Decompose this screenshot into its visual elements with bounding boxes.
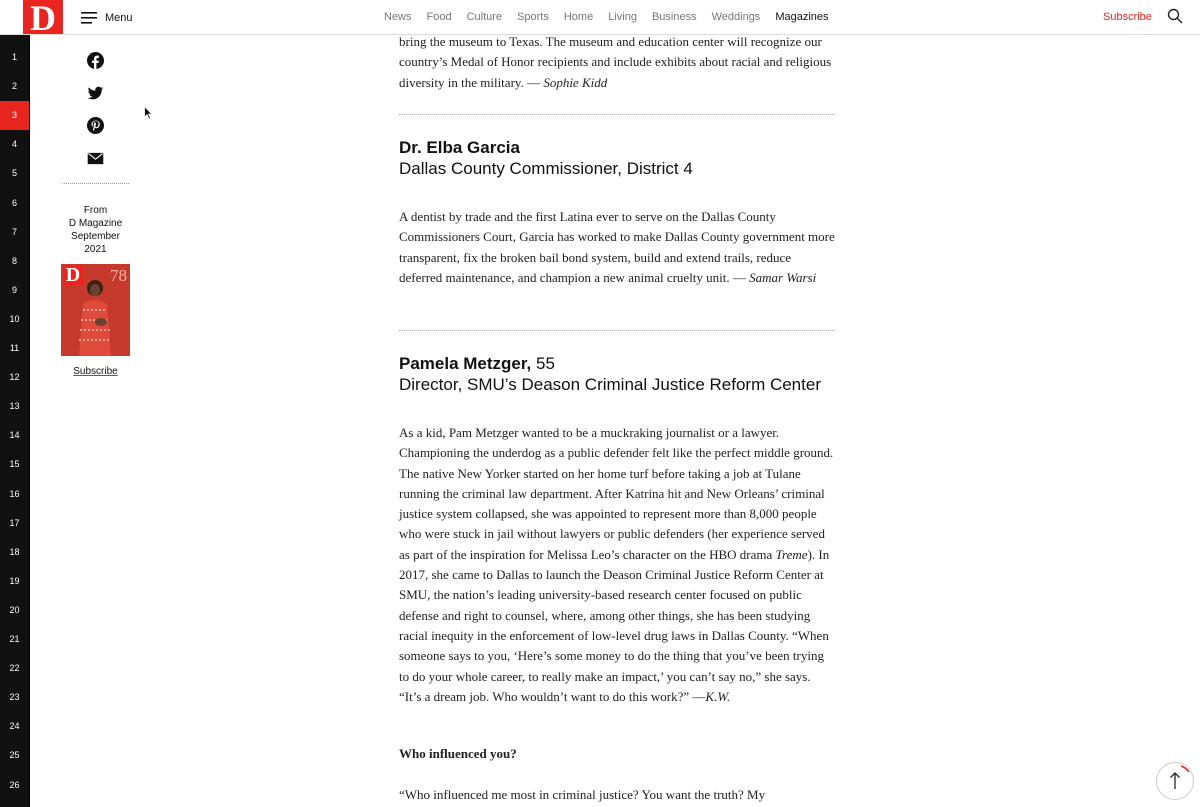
pinterest-icon[interactable]	[87, 117, 104, 134]
entry-name	[399, 354, 555, 374]
main-nav	[384, 11, 844, 23]
nav-news[interactable]: News	[384, 11, 412, 23]
menu-label: Menu	[105, 12, 133, 24]
rail-number-20[interactable]: 20	[9, 604, 20, 615]
rail-number-24[interactable]: 24	[9, 721, 20, 732]
rail-number-14[interactable]: 14	[9, 430, 20, 441]
rail-number-18[interactable]: 18	[9, 546, 20, 557]
site-header	[0, 0, 1200, 38]
cover-logo: D	[63, 265, 83, 285]
rail-number-23[interactable]: 23	[9, 692, 20, 703]
list-number-rail	[0, 35, 30, 807]
entry-body	[399, 207, 835, 288]
cover-number: 78	[110, 266, 127, 285]
entry-name: Dr. Elba Garcia	[399, 138, 520, 157]
rail-number-26[interactable]: 26	[9, 779, 20, 790]
rail-number-10[interactable]: 10	[9, 313, 20, 324]
email-icon[interactable]	[87, 150, 104, 167]
mouse-cursor-icon	[144, 106, 153, 120]
sidebar-subscribe-link[interactable]: Subscribe	[73, 366, 118, 377]
entry-author: Samar Warsi	[749, 269, 817, 285]
entry-role: Dallas County Commissioner, District 4	[399, 159, 693, 178]
search-button[interactable]	[1167, 8, 1183, 29]
entry-author: K.W.	[705, 688, 731, 704]
issue-source	[62, 204, 129, 256]
issue-month: September	[71, 231, 120, 242]
share-divider	[62, 183, 129, 184]
search-icon	[1167, 8, 1183, 24]
rail-number-3[interactable]: 3	[0, 101, 29, 130]
nav-food[interactable]: Food	[426, 11, 452, 23]
entry-age: 55	[531, 354, 555, 373]
intro-paragraph	[399, 32, 835, 93]
from-label: From	[83, 205, 108, 216]
nav-business[interactable]: Business	[651, 11, 697, 23]
rail-number-21[interactable]: 21	[9, 634, 20, 644]
rail-number-4[interactable]: 4	[11, 139, 17, 150]
rail-number-17[interactable]: 17	[9, 517, 20, 528]
section-divider	[399, 330, 835, 331]
cover-portrait	[75, 276, 115, 356]
interview-answer: “Who influenced me most in criminal justice? You want the truth? My	[399, 787, 766, 802]
rail-number-8[interactable]: 8	[11, 255, 17, 266]
magazine-name: D Magazine	[68, 218, 123, 229]
section-divider	[399, 114, 835, 115]
entry-body-text: As a kid, Pam Metzger wanted to be a muckraking journalist or a lawyer. Championing the underdog as a public defender felt like the perfect middle ground. The native New Yorker started on her home turf before taking a job at Tulane running the criminal law department. After Katrina hit and New Orleans’ criminal justice system collapsed, she was appointed to represent more than 8,000 people who were stuck in jail without lawyers or public defenders (her experience served as part of the inspiration for Melissa Leo’s character on the HBO drama	[399, 425, 834, 562]
entry-name-text: Pamela Metzger,	[399, 354, 532, 373]
rail-number-13[interactable]: 13	[9, 401, 20, 412]
rail-number-6[interactable]: 6	[11, 197, 17, 208]
hamburger-icon	[81, 12, 97, 24]
rail-number-12[interactable]: 12	[9, 372, 20, 383]
magazine-cover-image[interactable]	[61, 264, 130, 356]
scroll-to-top-button[interactable]	[1156, 762, 1194, 800]
rail-number-11[interactable]: 11	[9, 343, 20, 353]
menu-button[interactable]	[81, 9, 133, 27]
rail-number-16[interactable]: 16	[9, 488, 20, 499]
nav-sports[interactable]: Sports	[517, 11, 549, 23]
rail-number-15[interactable]: 15	[9, 459, 20, 470]
twitter-icon[interactable]	[87, 85, 104, 102]
rail-number-7[interactable]: 7	[11, 226, 17, 237]
nav-weddings[interactable]: Weddings	[711, 11, 761, 23]
interview-question: Who influenced you?	[399, 746, 517, 761]
rail-number-5[interactable]: 5	[11, 168, 17, 179]
header-subscribe-link[interactable]: Subscribe	[1103, 11, 1152, 23]
intro-author: Sophie Kidd	[543, 74, 608, 90]
show-title: Treme	[775, 546, 808, 562]
entry-body-text: A dentist by trade and the first Latina ever to serve on the Dallas County Commissioners Court, Garcia has worked to make Dallas County government more transparent, fix the broken bail bond system, build and extend trails, reduce deferred maintenance, and champion a new animal cruelty unit. —	[399, 209, 835, 285]
rail-number-1[interactable]: 1	[11, 52, 17, 62]
rail-number-25[interactable]: 25	[9, 750, 20, 761]
d-magazine-logo[interactable]: D	[23, 0, 63, 34]
facebook-icon[interactable]	[87, 52, 104, 69]
nav-living[interactable]: Living	[608, 11, 637, 23]
nav-magazines[interactable]: Magazines	[775, 11, 829, 23]
rail-number-19[interactable]: 19	[9, 575, 20, 586]
entry-body-text: ). In 2017, she came to Dallas to launch the Deason Criminal Justice Reform Center at SMU, the nation’s leading university-based research center focused on public defense and right to counsel, where, among other things, she has been studying racial inequity in the enforcement of low-level drug laws in Dallas County. “When someone says to you, ‘Here’s some money to do the thing that you’ve been trying to do your whole career, to really make an impact,’ you can’t say no,” she says. “It’s a dream job. Who wouldn’t want to do this work?” —	[399, 546, 830, 704]
issue-year: 2021	[84, 244, 107, 255]
entry-role: Director, SMU’s Deason Criminal Justice Reform Center	[399, 375, 821, 394]
intro-text: bring the museum to Texas. The museum and education center will recognize our country’s Medal of Honor recipients and include exhibits about racial and religious diversity in the military. —	[399, 34, 832, 90]
nav-culture[interactable]: Culture	[466, 11, 503, 23]
entry-body	[399, 423, 835, 707]
nav-home[interactable]: Home	[563, 11, 594, 23]
rail-number-22[interactable]: 22	[9, 663, 20, 674]
rail-number-2[interactable]: 2	[11, 81, 17, 92]
rail-number-9[interactable]: 9	[11, 284, 17, 295]
arrow-up-icon	[1156, 762, 1194, 800]
